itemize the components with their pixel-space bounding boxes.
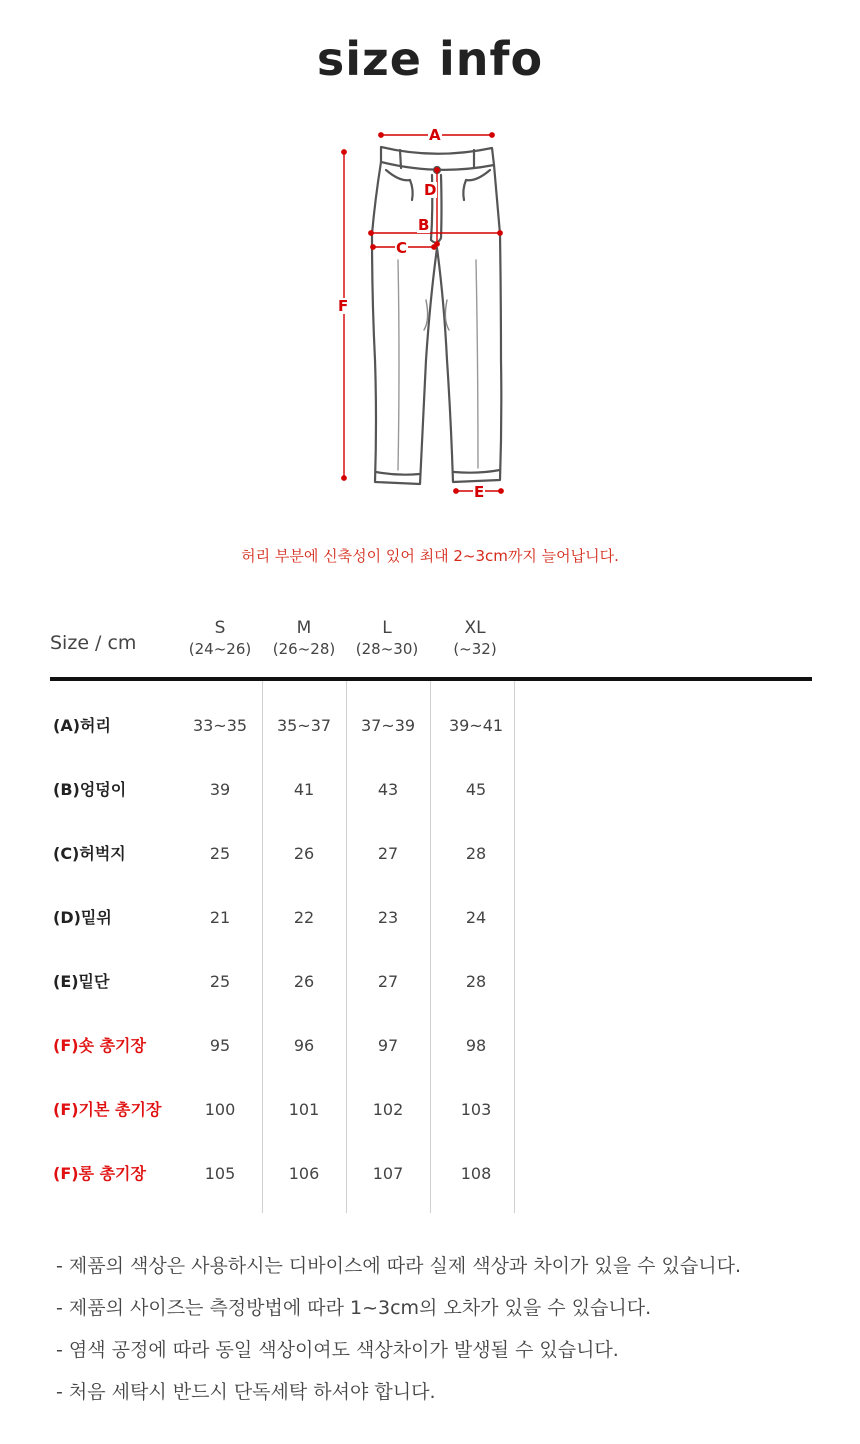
table-cell: 33~35 xyxy=(192,716,248,735)
row-label: (A)허리 xyxy=(53,716,111,735)
table-cell: 24 xyxy=(465,908,487,927)
table-row-hem xyxy=(0,967,860,997)
table-cell: 39 xyxy=(209,780,231,799)
note-item: - 제품의 색상은 사용하시는 디바이스에 따라 실제 색상과 차이가 있을 수 있습니다. xyxy=(56,1255,742,1277)
table-cell: 103 xyxy=(460,1100,492,1119)
row-label: (B)엉덩이 xyxy=(53,780,127,799)
table-cell: 95 xyxy=(209,1036,231,1055)
pants-illustration xyxy=(0,0,860,520)
table-cell: 45 xyxy=(465,780,487,799)
table-cell: 100 xyxy=(204,1100,236,1119)
table-cell: 106 xyxy=(288,1164,320,1183)
column-range: (26~28) xyxy=(272,640,336,658)
column-divider xyxy=(430,681,431,1213)
table-cell: 26 xyxy=(293,844,315,863)
table-cell: 28 xyxy=(465,844,487,863)
table-cell: 105 xyxy=(204,1164,236,1183)
note-item: - 염색 공정에 따라 동일 색상이여도 색상차이가 발생될 수 있습니다. xyxy=(56,1339,619,1361)
table-cell: 102 xyxy=(372,1100,404,1119)
row-label: (F)기본 총기장 xyxy=(53,1100,162,1119)
table-row-waist xyxy=(0,711,860,741)
column-size: M xyxy=(296,618,312,638)
column-header-m xyxy=(259,618,349,660)
column-divider xyxy=(346,681,347,1213)
table-cell: 108 xyxy=(460,1164,492,1183)
table-cell: 37~39 xyxy=(360,716,416,735)
table-cell: 21 xyxy=(209,908,231,927)
row-label: (C)허벅지 xyxy=(53,844,126,863)
table-cell: 25 xyxy=(209,972,231,991)
column-divider xyxy=(514,681,515,1213)
column-size: S xyxy=(214,618,226,638)
column-range: (~32) xyxy=(453,640,497,658)
table-cell: 27 xyxy=(377,972,399,991)
table-cell: 26 xyxy=(293,972,315,991)
column-range: (24~26) xyxy=(188,640,252,658)
table-cell: 35~37 xyxy=(276,716,332,735)
care-notes xyxy=(56,1245,836,1413)
table-header-label: Size / cm xyxy=(50,632,137,654)
table-row-hip xyxy=(0,775,860,805)
stretch-notice: 허리 부분에 신축성이 있어 최대 2~3cm까지 늘어납니다. xyxy=(241,547,619,565)
pants-diagram xyxy=(0,0,860,520)
table-cell: 107 xyxy=(372,1164,404,1183)
header-rule xyxy=(50,677,812,681)
table-cell: 39~41 xyxy=(448,716,504,735)
note-item: - 제품의 사이즈는 측정방법에 따라 1~3cm의 오차가 있을 수 있습니다. xyxy=(56,1297,652,1319)
table-cell: 96 xyxy=(293,1036,315,1055)
marker-b: B xyxy=(418,216,430,234)
table-row-rise xyxy=(0,903,860,933)
row-label: (D)밑위 xyxy=(53,908,112,927)
marker-f: F xyxy=(338,297,349,315)
column-divider xyxy=(262,681,263,1213)
table-cell: 22 xyxy=(293,908,315,927)
column-header-l xyxy=(342,618,432,660)
table-cell: 41 xyxy=(293,780,315,799)
row-label: (E)밑단 xyxy=(53,972,110,991)
table-row-thigh xyxy=(0,839,860,869)
marker-e: E xyxy=(474,483,485,501)
column-header-xl xyxy=(430,618,520,660)
table-cell: 98 xyxy=(465,1036,487,1055)
table-cell: 28 xyxy=(465,972,487,991)
table-row-short-length xyxy=(0,1031,860,1061)
size-table xyxy=(0,600,860,1220)
page-title: size info xyxy=(316,32,544,86)
table-cell: 25 xyxy=(209,844,231,863)
column-size: XL xyxy=(464,618,486,638)
column-range: (28~30) xyxy=(355,640,419,658)
row-label: (F)숏 총기장 xyxy=(53,1036,146,1055)
note-item: - 처음 세탁시 반드시 단독세탁 하셔야 합니다. xyxy=(56,1381,436,1403)
table-cell: 101 xyxy=(288,1100,320,1119)
marker-c: C xyxy=(396,239,408,257)
marker-a: A xyxy=(429,126,441,144)
table-cell: 97 xyxy=(377,1036,399,1055)
column-header-s xyxy=(175,618,265,660)
column-size: L xyxy=(382,618,392,638)
table-cell: 27 xyxy=(377,844,399,863)
table-cell: 43 xyxy=(377,780,399,799)
table-row-regular-length xyxy=(0,1095,860,1125)
table-cell: 23 xyxy=(377,908,399,927)
marker-d: D xyxy=(424,181,437,199)
row-label: (F)롱 총기장 xyxy=(53,1164,146,1183)
table-row-long-length xyxy=(0,1159,860,1189)
